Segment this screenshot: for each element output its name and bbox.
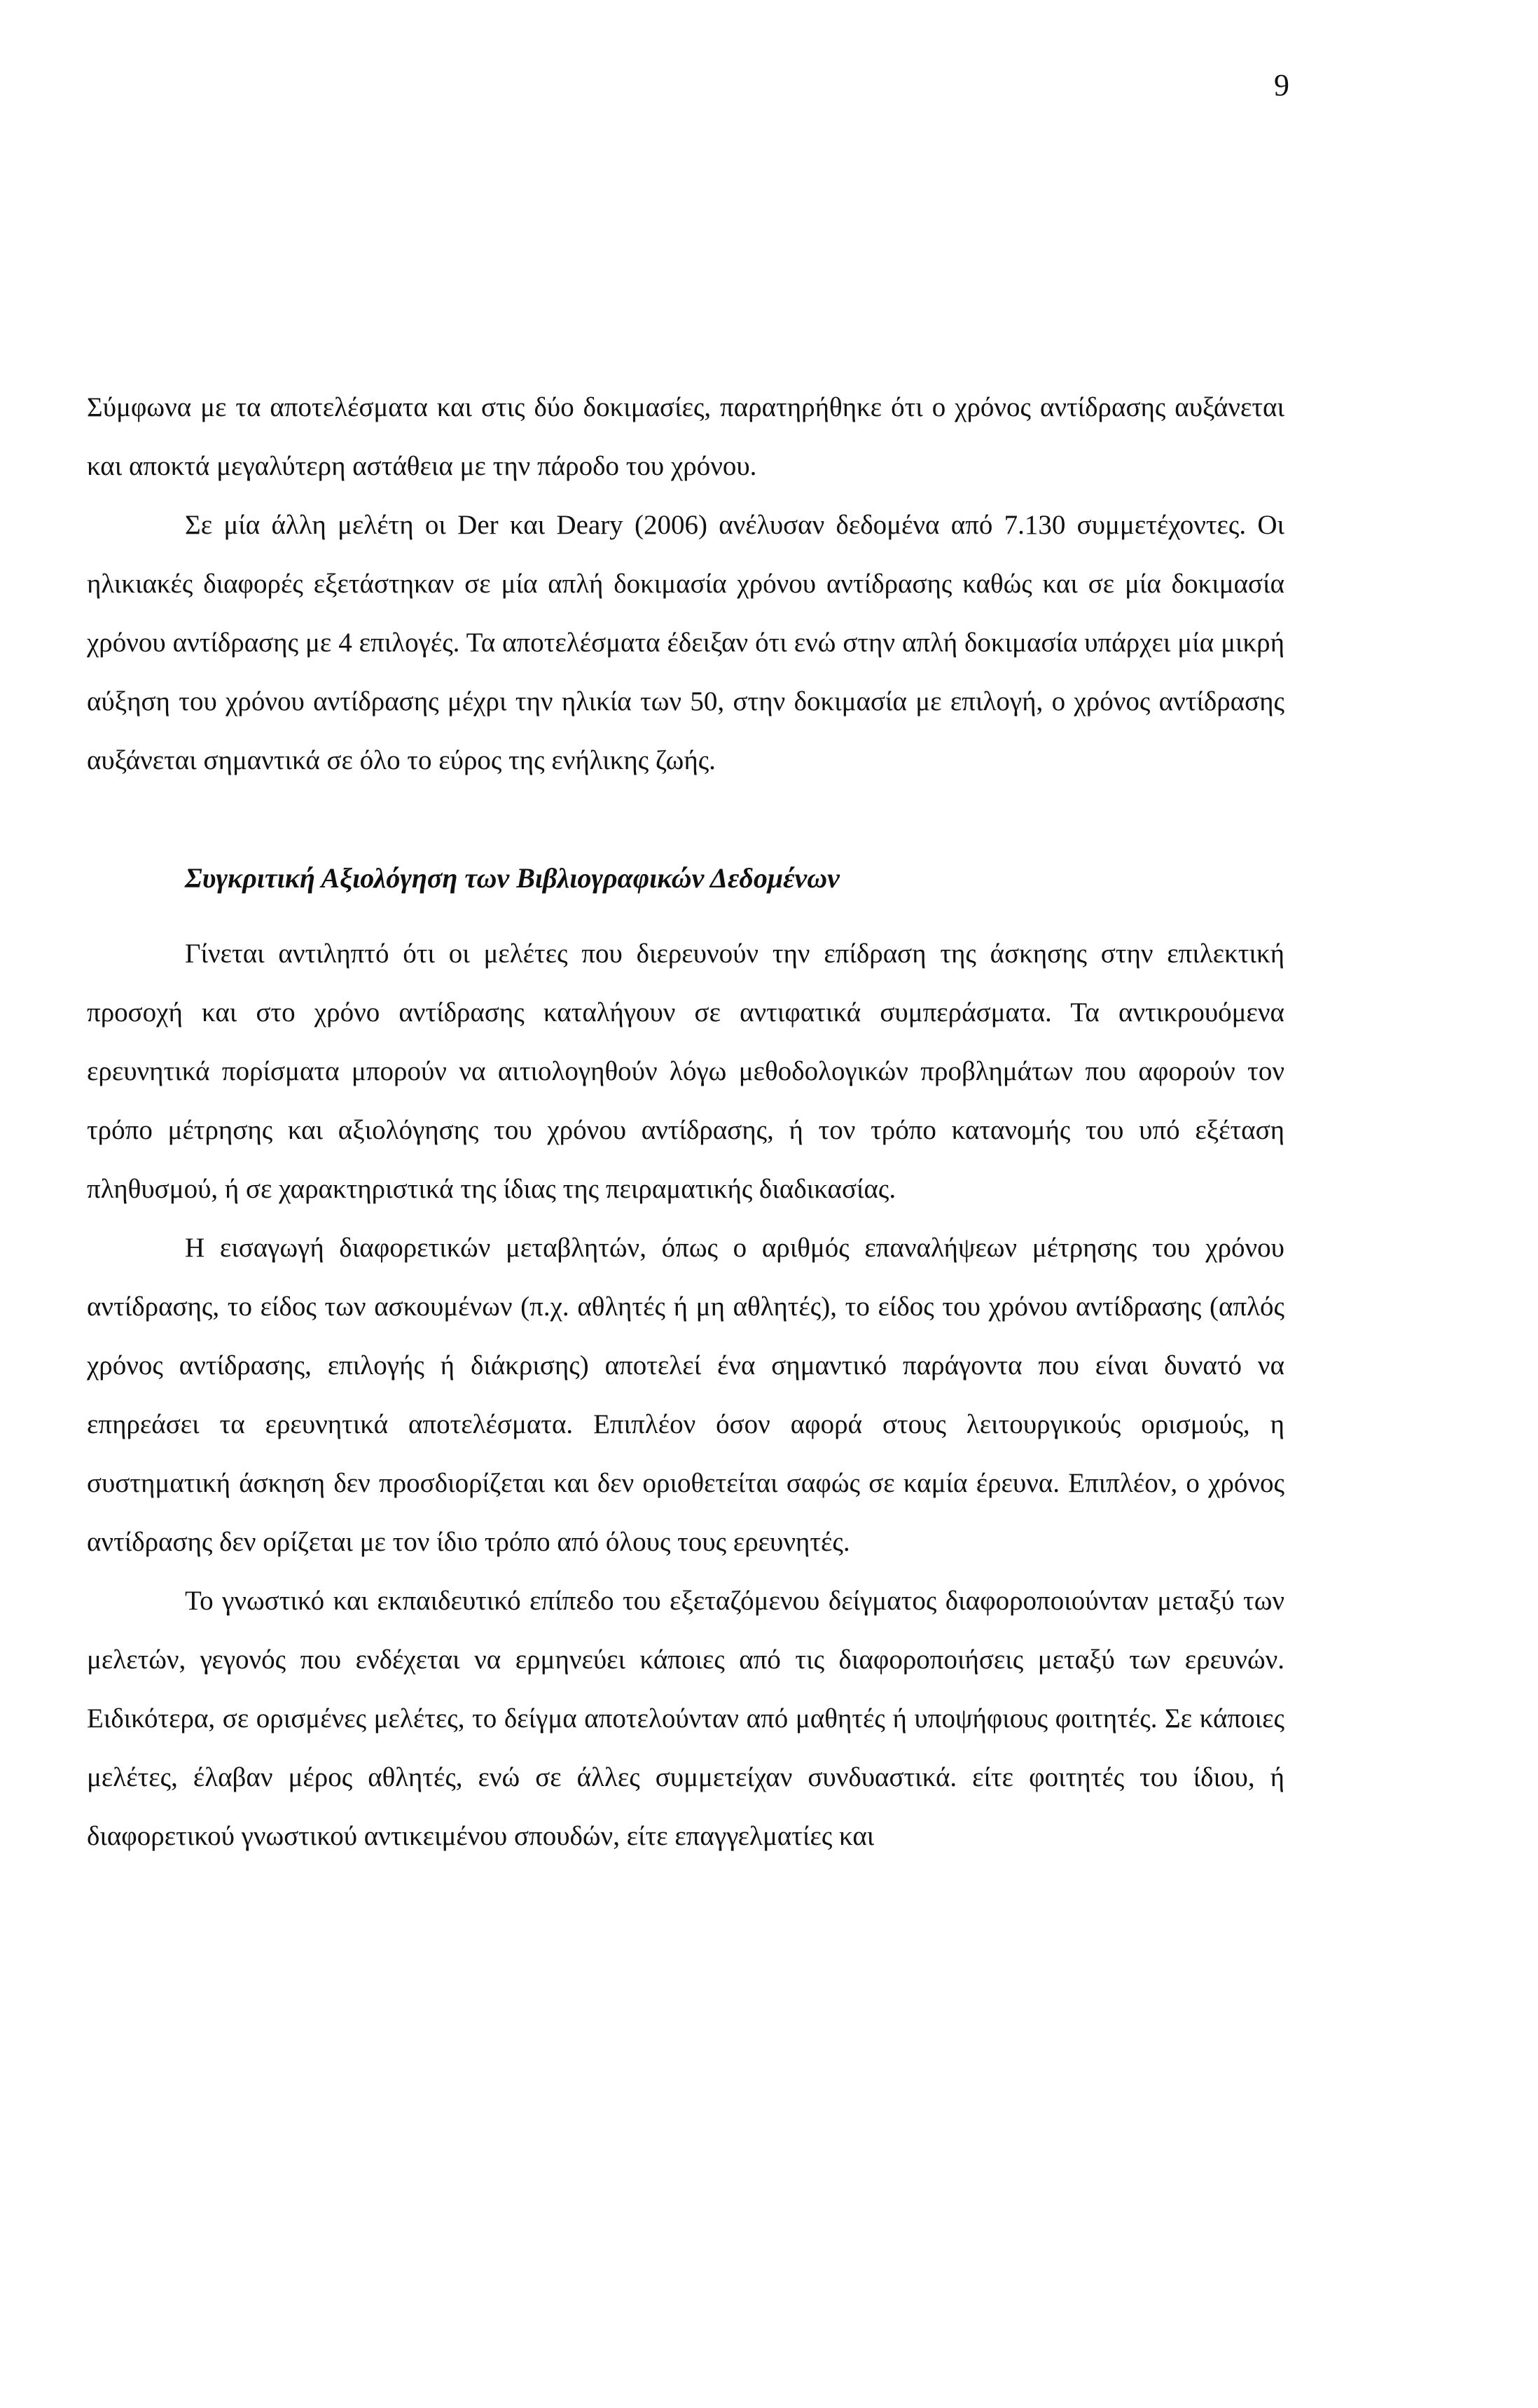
paragraph-1: Σύμφωνα με τα αποτελέσματα και στις δύο δοκιμασίες, παρατηρήθηκε ότι ο χρόνος αντίδρασης αυξάνεται και αποκτά μεγαλύτερη αστάθεια με την πάροδο του χρόνου.	[87, 392, 1284, 481]
paragraph-5: Το γνωστικό και εκπαιδευτικό επίπεδο του εξεταζόμενου δείγματος διαφοροποιούνταν μεταξύ των μελετών, γεγονός που ενδέχεται να ερμηνεύει κάποιες από τις διαφοροποιήσεις μεταξύ των ερευνών. Ειδικότερα, σε ορισμένες μελέτες, το δείγμα αποτελούνταν από μαθητές ή υποψήφιους φοιτητές. Σε κάποιες μελέτες, έλαβαν μέρος αθλητές, ενώ σε άλλες συμμετείχαν συνδυαστικά. είτε φοιτητές του ίδιου, ή διαφορετικού γνωστικού αντικειμένου σπουδών, είτε επαγγελματίες και	[87, 1586, 1284, 1851]
document-body	[87, 378, 1284, 1866]
paragraph-2: Σε μία άλλη μελέτη οι Der και Deary (2006) ανέλυσαν δεδομένα από 7.130 συμμετέχοντες. Οι ηλικιακές διαφορές εξετάστηκαν σε μία απλή δοκιμασία χρόνου αντίδρασης καθώς και σε μία δοκιμασία χρόνου αντίδρασης με 4 επιλογές. Τα αποτελέσματα έδειξαν ότι ενώ στην απλή δοκιμασία υπάρχει μία μικρή αύξηση του χρόνου αντίδρασης μέχρι την ηλικία των 50, στην δοκιμασία με επιλογή, ο χρόνος αντίδρασης αυξάνεται σημαντικά σε όλο το εύρος της ενήλικης ζωής.	[87, 510, 1284, 775]
section-heading: Συγκριτική Αξιολόγηση των Βιβλιογραφικών Δεδομένων	[185, 862, 840, 894]
page-number: 9	[1274, 68, 1289, 102]
paragraph-3: Γίνεται αντιληπτό ότι οι μελέτες που διερευνούν την επίδραση της άσκησης στην επιλεκτική προσοχή και στο χρόνο αντίδρασης καταλήγουν σε αντιφατικά συμπεράσματα. Τα αντικρουόμενα ερευνητικά πορίσματα μπορούν να αιτιολογηθούν λόγω μεθοδολογικών προβλημάτων που αφορούν τον τρόπο μέτρησης και αξιολόγησης του χρόνου αντίδρασης, ή τον τρόπο κατανομής του υπό εξέταση πληθυσμού, ή σε χαρακτηριστικά της ίδιας της πειραματικής διαδικασίας.	[87, 939, 1284, 1204]
paragraph-4: Η εισαγωγή διαφορετικών μεταβλητών, όπως ο αριθμός επαναλήψεων μέτρησης του χρόνου αντίδρασης, το είδος των ασκουμένων (π.χ. αθλητές ή μη αθλητές), το είδος του χρόνου αντίδρασης (απλός χρόνος αντίδρασης, επιλογής ή διάκρισης) αποτελεί ένα σημαντικό παράγοντα που είναι δυνατό να επηρεάσει τα ερευνητικά αποτελέσματα. Επιπλέον όσον αφορά στους λειτουργικούς ορισμούς, η συστηματική άσκηση δεν προσδιορίζεται και δεν οριοθετείται σαφώς σε καμία έρευνα. Επιπλέον, ο χρόνος αντίδρασης δεν ορίζεται με τον ίδιο τρόπο από όλους τους ερευνητές.	[87, 1233, 1284, 1557]
